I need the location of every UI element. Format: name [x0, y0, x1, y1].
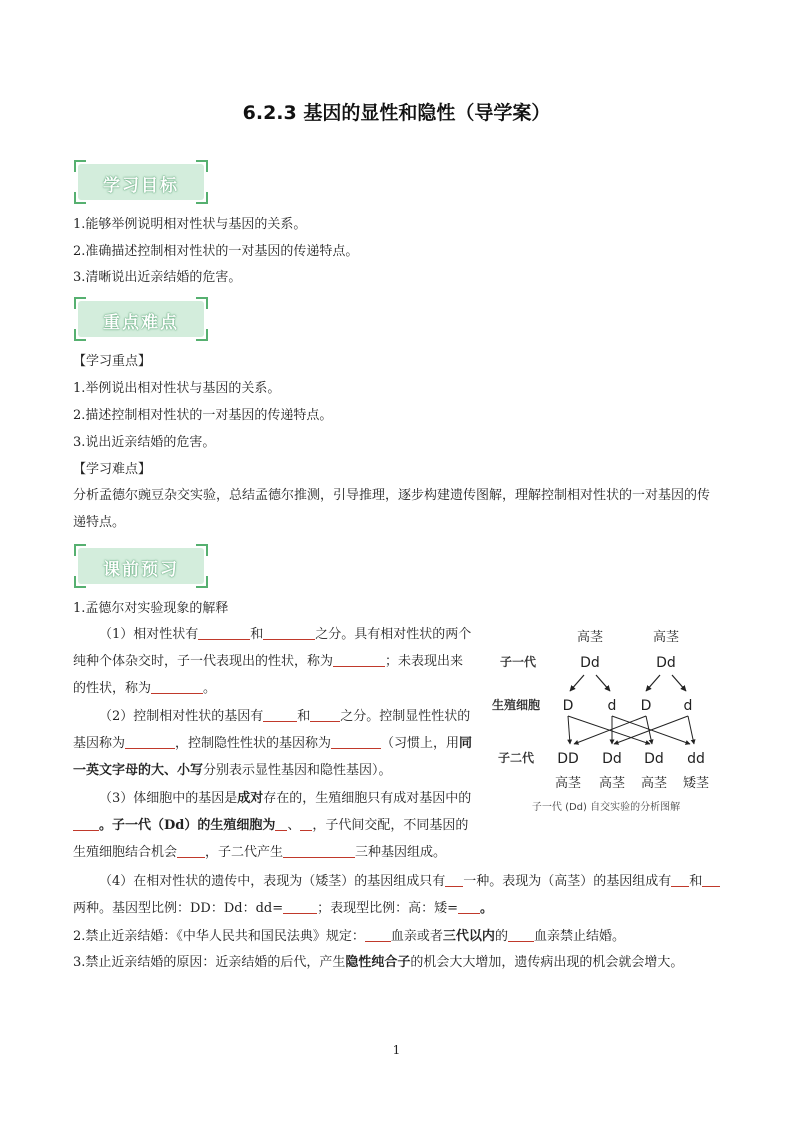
offspring-genotype: Dd — [644, 751, 664, 767]
offspring-trait: 高茎 — [554, 776, 582, 791]
page-number: 1 — [392, 1043, 401, 1057]
blank[interactable] — [508, 927, 534, 942]
question-3: 3.禁止近亲结婚的原因：近亲结婚的后代，产生隐性纯合子的机会大大增加，遗传病出现的机会就会增大。 — [73, 955, 684, 970]
section-title-objectives: 学习目标 — [103, 176, 179, 196]
blank[interactable] — [73, 816, 99, 831]
gamete: D — [562, 698, 574, 714]
f1-label: 子一代 — [499, 655, 537, 669]
parent-genotype-1: Dd — [580, 655, 600, 671]
question-1-title: 1.孟德尔对实验现象的解释 — [73, 601, 229, 616]
blank[interactable] — [300, 816, 312, 831]
paragraph-4: （4）在相对性状的遗传中，表现为（矮茎）的基因组成只有 一种。表现为（高茎）的基因组成有 和两种。基因型比例：DD：Dd：dd= ；表现型比例：高：矮= 。 — [73, 868, 721, 922]
blank[interactable] — [445, 872, 463, 887]
blank[interactable] — [331, 734, 381, 749]
parent-trait-1: 高茎 — [576, 630, 604, 645]
offspring-genotype: Dd — [602, 751, 622, 767]
section-badge-preview — [78, 548, 204, 584]
blank[interactable] — [275, 816, 287, 831]
focus-item: 2.描述控制相对性状的一对基因的传递特点。 — [73, 408, 333, 423]
blank[interactable] — [125, 734, 175, 749]
blank[interactable] — [198, 625, 250, 640]
gamete: d — [683, 698, 693, 714]
offspring-trait: 高茎 — [640, 776, 668, 791]
blank[interactable] — [263, 707, 297, 722]
offspring-genotype: DD — [557, 751, 579, 767]
page-title: 6.2.3 基因的显性和隐性（导学案） — [242, 102, 551, 124]
paragraph-2: （2）控制相对性状的基因有 和 之分。控制显性性状的基因称为 ，控制隐性性状的基因称为 （习惯上，用同一英文字母的大、小写分别表示显性基因和隐性基因）。 — [73, 709, 473, 778]
paragraph-1: （1）相对性状有 和 之分。具有相对性状的两个纯种个体杂交时，子一代表现出的性状，称为 ；未表现出来的性状，称为 。 — [73, 627, 472, 696]
objective-item: 2.准确描述控制相对性状的一对基因的传递特点。 — [73, 244, 359, 259]
blank[interactable] — [283, 899, 317, 914]
figure-caption: 子一代 (Dd) 自交实验的分析图解 — [531, 802, 681, 813]
objective-item: 1.能够举例说明相对性状与基因的关系。 — [73, 217, 307, 232]
blank[interactable] — [365, 927, 391, 942]
section-title-key-points: 重点难点 — [103, 313, 179, 333]
gamete: d — [607, 698, 617, 714]
paragraph-3: （3）体细胞中的基因是成对存在的，生殖细胞只有成对基因中的。子一代（Dd）的生殖细胞为 、 ，子代间交配，不同基因的生殖细胞结合机会 ，子二代产生 三种基因组成。 — [73, 791, 472, 860]
blank[interactable] — [702, 872, 720, 887]
gamete: D — [640, 698, 652, 714]
difficulty-label: 【学习难点】 — [73, 462, 152, 477]
blank[interactable] — [458, 899, 480, 914]
objective-item: 3.清晰说出近亲结婚的危害。 — [73, 270, 242, 285]
blank[interactable] — [283, 843, 355, 858]
offspring-trait: 矮茎 — [682, 776, 710, 791]
offspring-trait: 高茎 — [598, 776, 626, 791]
focus-item: 1.举例说出相对性状与基因的关系。 — [73, 381, 281, 396]
offspring-genotype: dd — [687, 751, 705, 767]
section-badge-key-points — [78, 301, 204, 337]
focus-item: 3.说出近亲结婚的危害。 — [73, 435, 216, 450]
gamete-label: 生殖细胞 — [491, 698, 541, 712]
parent-trait-2: 高茎 — [652, 630, 680, 645]
question-2: 2.禁止近亲结婚：《中华人民共和国民法典》规定： 血亲或者三代以内的 血亲禁止结婚。 — [73, 929, 625, 944]
parent-genotype-2: Dd — [656, 655, 676, 671]
f2-label: 子二代 — [497, 751, 535, 765]
difficulty-text: 分析孟德尔豌豆杂交实验，总结孟德尔推测，引导推理，逐步构建遗传图解，理解控制相对性状的一对基因的传递特点。 — [73, 488, 711, 530]
blank[interactable] — [333, 652, 385, 667]
genetic-cross-diagram — [486, 622, 726, 820]
blank[interactable] — [177, 843, 205, 858]
blank[interactable] — [671, 872, 689, 887]
section-title-preview: 课前预习 — [103, 560, 179, 580]
focus-label: 【学习重点】 — [73, 354, 152, 369]
blank[interactable] — [310, 707, 340, 722]
blank[interactable] — [151, 679, 203, 694]
blank[interactable] — [263, 625, 315, 640]
section-badge-objectives — [78, 164, 204, 200]
